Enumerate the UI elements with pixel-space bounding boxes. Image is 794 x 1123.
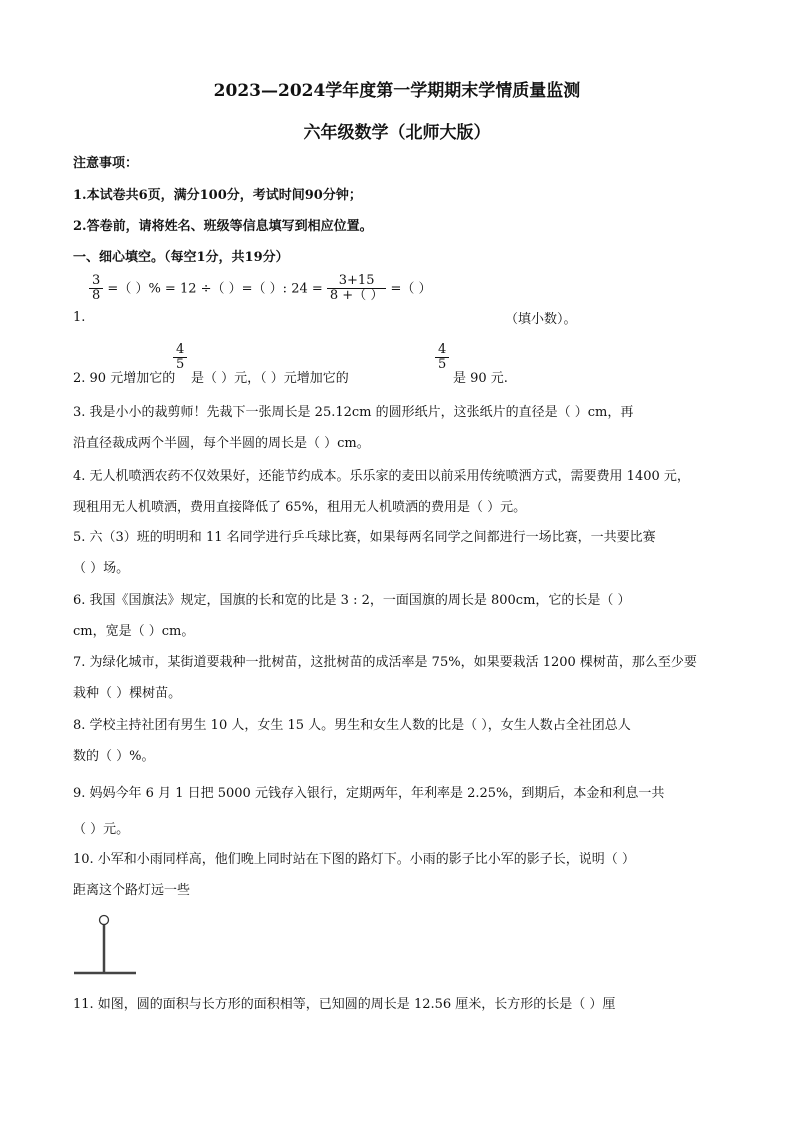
lamp-icon xyxy=(100,916,109,925)
question-number: 1. xyxy=(73,310,86,325)
fraction-4-5-second: $\frac{4}{5}$ xyxy=(435,343,449,373)
question-6-line-1: 6. 我国《国旗法》规定，国旗的长和宽的比是 3 : 2，一面国旗的周长是 800cm，它的长是（ ） xyxy=(73,593,631,608)
streetlight-figure xyxy=(70,910,150,980)
question-3-line-2: 沿直径裁成两个半圆，每个半圆的周长是（ ）cm。 xyxy=(73,436,370,451)
section-heading: 一、细心填空。（每空1分，共19分） xyxy=(73,250,289,265)
question-9-line-1: 9. 妈妈今年 6 月 1 日把 5000 元钱存入银行，定期两年，年利率是 2.25%，到期后，本金和利息一共 xyxy=(73,786,665,801)
question-5-line-2: （ ）场。 xyxy=(73,561,130,576)
question-7-line-2: 栽种（ ）棵树苗。 xyxy=(73,686,182,701)
question-4-line-2: 现租用无人机喷洒，费用直接降低了 65%，租用无人机喷洒的费用是（ ）元。 xyxy=(73,500,527,515)
exam-title: 2023—2024学年度第一学期期末学情质量监测 xyxy=(213,81,581,101)
fraction-3-8: $\frac{3}{8}$ xyxy=(89,274,103,304)
q1-expression: =（ ）% = 12 ÷（ ）=（ ）: 24 = xyxy=(107,281,323,297)
notes-heading: 注意事项： xyxy=(73,156,139,171)
question-7-line-1: 7. 为绿化城市，某街道要栽种一批树苗，这批树苗的成活率是 75%，如果要栽活 1200 棵树苗，那么至少要 xyxy=(73,655,697,670)
question-10-line-1: 10. 小军和小雨同样高，他们晚上同时站在下图的路灯下。小雨的影子比小军的影子长，说明（ ） xyxy=(73,852,635,867)
q1-hint: （填小数）。 xyxy=(505,312,577,327)
question-4-line-1: 4. 无人机喷洒农药不仅效果好，还能节约成本。乐乐家的麦田以前采用传统喷洒方式，需要费用 1400 元， xyxy=(73,469,690,484)
q1-expression-end: =（ ） xyxy=(390,281,432,297)
question-10-line-2: 距离这个路灯远一些 xyxy=(73,883,191,898)
question-8-line-1: 8. 学校主持社团有男生 10 人，女生 15 人。男生和女生人数的比是（ ），女生人数占全社团总人 xyxy=(73,718,631,733)
question-5-line-1: 5. 六（3）班的明明和 11 名同学进行乒乓球比赛，如果每两名同学之间都进行一场比赛，一共要比赛 xyxy=(73,530,656,545)
fraction-4-5: $\frac{4}{5}$ xyxy=(173,343,187,373)
notes-item-2: 2.答卷前，请将姓名、班级等信息填写到相应位置。 xyxy=(73,219,373,234)
fraction-sum: $\frac{3+15}{8 +( )}$ xyxy=(327,274,386,304)
question-11-line-1: 11. 如图，圆的面积与长方形的面积相等，已知圆的周长是 12.56 厘米，长方形的长是（ ）厘 xyxy=(73,997,616,1012)
question-6-line-2: cm，宽是（ ）cm。 xyxy=(73,624,195,639)
question-3-line-1: 3. 我是小小的裁剪师！先裁下一张周长是 25.12cm 的圆形纸片，这张纸片的直径是（ ）cm，再 xyxy=(73,405,634,420)
question-9-line-2: （ ）元。 xyxy=(73,822,130,837)
question-8-line-2: 数的（ ）%。 xyxy=(73,749,155,764)
notes-item-1: 1.本试卷共6页，满分100分，考试时间90分钟； xyxy=(73,188,362,203)
exam-subtitle: 六年级数学（北师大版） xyxy=(303,123,491,143)
